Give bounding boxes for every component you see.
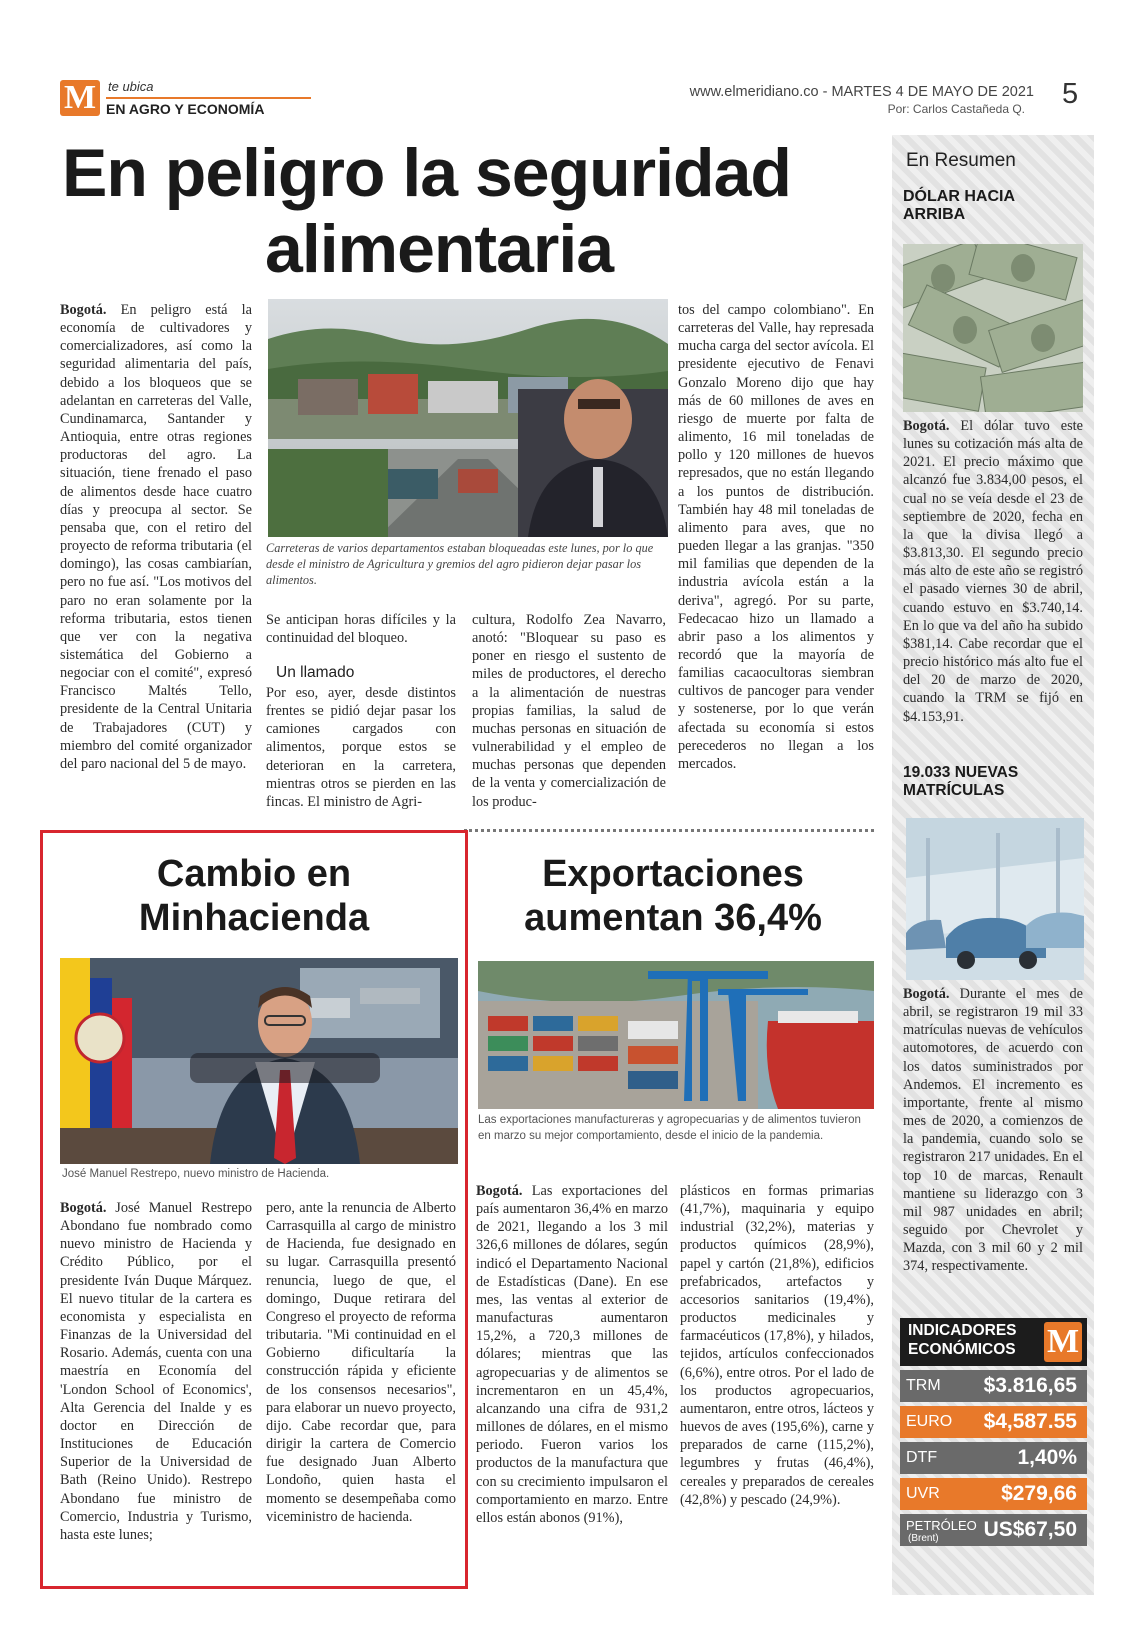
matriculas-text-body: Durante el mes de abril, se registraron 19 mil 33 matrículas nuevas de vehículos automotores, de acuerdo con los datos suministrados por Andemos. El incremento es importante, frente al mismo mes de 2020, a comienzos de la pandemia, cuando solo se registraron 217 unidades. En el top 10 de marcas, Renault mantiene su liderazgo con 3 mil 987 unidades en abril; seguido por Chevrolet y Mazda, con 3 mil 60 y 2 mil 374, respectivamente. (903, 986, 1083, 1275)
main-subhead: Un llamado (276, 664, 355, 681)
exportaciones-col2: plásticos en formas primarias (41,7%), maquinaria y equipo industrial (32,2%), materias y productos químicos (28,9%), papel y cartón (21,8%), edificios prefabricados, artefactos y accesorios sanitarios (19,4%), productos medicinales y farmacéuticos (17,8%), y hilados, tejidos, artículos confeccionados (6,6%), entre otros. Por el lado de los productos agropecuarios, aumentaron, entre otros, lácteos y huevos de aves (195,6%), carne y preparados de carne (115,2%), legumbres y frutas (46,4%), cereales y preparados de cereales (42,8%) y pescado (24,9%). (680, 1183, 874, 1508)
section-tag-small: te ubica (108, 79, 154, 94)
indicator-dtf (900, 1442, 1087, 1474)
indicator-value: $4,587.55 (983, 1410, 1077, 1433)
indicator-trm (900, 1370, 1087, 1402)
section-tag-rule (106, 97, 311, 99)
page-number: 5 (1062, 78, 1079, 110)
matriculas-lead: Bogotá. (903, 986, 950, 1002)
main-headline-line2: alimentaria (265, 211, 614, 287)
port-caption: Las exportaciones manufactureras y agropecuarias y de alimentos tuvieron en marzo su mejor comportamiento, desde el inicio de la pandemia. (478, 1114, 861, 1142)
exportaciones-headline-line2: aumentan 36,4% (524, 897, 822, 939)
section-name: EN AGRO Y ECONOMÍA (106, 101, 265, 117)
exportaciones-col1-text: Las exportaciones del país aumentaron 36,4% en marzo de 2021, llegando a los 3 mil 326,6 millones de dólares, según indicó el Departamento Nacional de Estadísticas (Dane). En ese mes, las ventas al exterior de manufacturas aumentaron 15,2%, a 720,3 millones de dólares; mientras que las agropecuarias y de alimentos se incrementaron en un 45,4%, alcanzando una cifra de 931,2 millones de dólares, en el mismo periodo. Fueron varios los productos de la manufactura que con su crecimiento impulsaron el comportamiento en marzo. Entre ellos están abonos (91%), (476, 1183, 668, 1526)
main-article-col2b: Por eso, ayer, desde distintos frentes se pidió dejar pasar los camiones cargados con alimentos, porque estos se deterioran en la carretera, mientras otros se pierden en las fincas. El ministro de Agri- (266, 685, 456, 810)
indicator-label: DTF (906, 1449, 938, 1466)
dolar-headline-line2: ARRIBA (903, 206, 966, 223)
indicator-label: EURO (906, 1413, 953, 1430)
port-photo (478, 961, 874, 1109)
minhacienda-headline-line2: Minhacienda (138, 897, 370, 939)
roadblock-caption: Carreteras de varios departamentos estaban bloqueadas este lunes, por lo que desde el ministro de Agricultura y gremios del agro pidieron dejar pasar los alimentos. (266, 541, 654, 587)
indicator-label: PETRÓLEO (906, 1518, 977, 1533)
dolar-text (903, 417, 1083, 745)
main-article-col4: tos del campo colombiano". En carreteras del Valle, hay represada mucha carga del sector avícola. El presidente ejecutivo de Fenavi Gonzalo Moreno dijo que hay más de 60 millones de aves en riesgo de muerte por falta de alimento, 16 mil toneladas de pollo y 120 millones de huevos represados, que no están llegando a los puntos de distribución. También hay 48 mil toneladas de alimento para aves, que no pueden llegar a las granjas. "350 mil familias que dependen de la industria avícola están a la deriva", agregó. Por su parte, Fedecacao hizo un llamado a abrir paso a los alimentos y recordó que la mayoría de familias cacaocultoras siembran cultivos de pancoger para vender y sostenerse, por lo que verán afectada su economía si estos perecederos no llegan a los mercados. (678, 302, 874, 772)
indicator-value: 1,40% (1017, 1446, 1077, 1469)
roadblock-photo (268, 299, 668, 537)
main-article-col1 (60, 301, 252, 823)
matriculas-headline-line1: 19.033 NUEVAS (903, 764, 1019, 781)
main-headline-line1: En peligro la seguridad (62, 135, 791, 211)
minhacienda-col2: pero, ante la renuncia de Alberto Carrasquilla al cargo de ministro de Hacienda, fue designado en su lugar. Carrasquilla presentó renuncia, luego de que, el domingo, Duque retirara del Congreso el proyecto de reforma tributaria. "Mi continuidad en el Gobierno dificultaría la construcción rápida y eficiente de los consensos necesarios", para elaborar un nuevo proyecto, dijo. Cabe recordar que, para dirigir la cartera de Comercio fue designado Juan Alberto Londoño, quien hasta el momento se desempeñaba como viceministro de hacienda. (266, 1200, 456, 1525)
minhacienda-col1-text: José Manuel Restrepo Abondano fue nombrado como nuevo ministro de Hacienda y Crédito Público, por el presidente Iván Duque Márquez. El nuevo titular de la cartera es economista y especialista en Finanzas de la Universidad del Rosario. Además, cuenta con una maestría en Economía del 'London School of Economics', Alta Gerencia del Inalde y es doctor en Dirección de Instituciones de Educación Superior de la Universidad de Bath (Reino Unido). Restrepo Abondano fue ministro de Comercio, Industria y Turismo, hasta este lunes; (60, 1200, 252, 1543)
dolar-text-body: El dólar tuvo este lunes su cotización más alta de 2021. El precio máximo que alcanzó fue 3.834,00 pesos, el cual no se veía desde el 23 de septiembre de 2020, fecha en la que la divisa llegó a $3.813,30. El segundo precio más alto de este año se registró el pasado viernes 30 de abril, cuando estuvo en $3.740,14. En lo que va del año ha subido $381,14. Cabe recordar que el precio histórico más alto fue el del 20 de marzo de 2020, cuando la TRM se fijó en $4.153,91. (903, 418, 1083, 725)
byline: Por: Carlos Castañeda Q. (887, 102, 1025, 116)
indicator-value: $3.816,65 (983, 1374, 1077, 1397)
indicator-uvr (900, 1478, 1087, 1510)
indicator-sublabel: (Brent) (908, 1533, 939, 1544)
indicators-title-line2: ECONÓMICOS (908, 1341, 1016, 1358)
indicator-label: TRM (906, 1377, 941, 1394)
indicator-euro (900, 1406, 1087, 1438)
minister-caption: José Manuel Restrepo, nuevo ministro de Hacienda. (62, 1168, 330, 1180)
parking-cars-photo (906, 818, 1084, 980)
dolar-lead: Bogotá. (903, 418, 950, 434)
indicators-logo: M (1044, 1322, 1082, 1362)
exportaciones-lead: Bogotá. (476, 1183, 523, 1199)
exportaciones-headline-line1: Exportaciones (542, 853, 804, 895)
matriculas-text (903, 985, 1083, 1295)
minhacienda-col1 (60, 1199, 252, 1584)
exportaciones-col1 (476, 1182, 668, 1582)
indicator-value: US$67,50 (983, 1518, 1077, 1541)
sidebar-title: En Resumen (906, 150, 1016, 171)
dolar-headline-line1: DÓLAR HACIA (903, 188, 1015, 205)
indicator-petroleo (900, 1514, 1087, 1546)
minister-photo (60, 958, 458, 1164)
main-article-col2a: Se anticipan horas difíciles y la continuidad del bloqueo. (266, 612, 456, 647)
main-article-col3: cultura, Rodolfo Zea Navarro, anotó: "Bloquear su paso es poner en riesgo el sustento de miles de productores, el derecho a la alimentación de nuestras propias familias, la salud de muchas personas en situación de vulnerabilidad y el empleo de muchas personas que dependen de la venta y comercialización de los produc- (472, 612, 666, 810)
main-article-col1-text: En peligro está la economía de cultivadores y comercializadores, así como la seguridad alimentaria del país, debido a los bloqueos que se adelantan en carreteras del Valle, Cundinamarca, Santander y Antioquia, entre otras regiones productoras del agro. La situación, tiene frenado el paso de alimentos desde hace cuatro días y preocupa al sector. Se pensaba que, con el retiro del proyecto de reforma tributaria (el domingo), las cosas cambiarían, pero no fue así. "Los motivos del paro no eran solamente por la reforma tributaria, estos tienen que ver con la negativa sistemática del Gobierno a negociar con el comité", expresó Francisco Maltés Tello, presidente de la Central Unitaria de Trabajadores (CUT) y miembro del comité organizador del paro nacional del 5 de mayo. (60, 302, 252, 772)
main-article-lead: Bogotá. (60, 302, 107, 318)
indicator-value: $279,66 (1001, 1482, 1077, 1505)
matriculas-headline-line2: MATRÍCULAS (903, 782, 1005, 799)
indicator-label: UVR (906, 1485, 940, 1502)
minhacienda-headline-line1: Cambio en (156, 853, 352, 895)
section-divider (464, 829, 874, 832)
masthead-logo: M (60, 80, 100, 116)
indicators-title-line1: INDICADORES (908, 1322, 1017, 1339)
dollar-bills-photo (903, 244, 1083, 412)
minhacienda-lead: Bogotá. (60, 1200, 107, 1216)
dateline: www.elmeridiano.co - MARTES 4 DE MAYO DE 2021 (689, 84, 1034, 100)
